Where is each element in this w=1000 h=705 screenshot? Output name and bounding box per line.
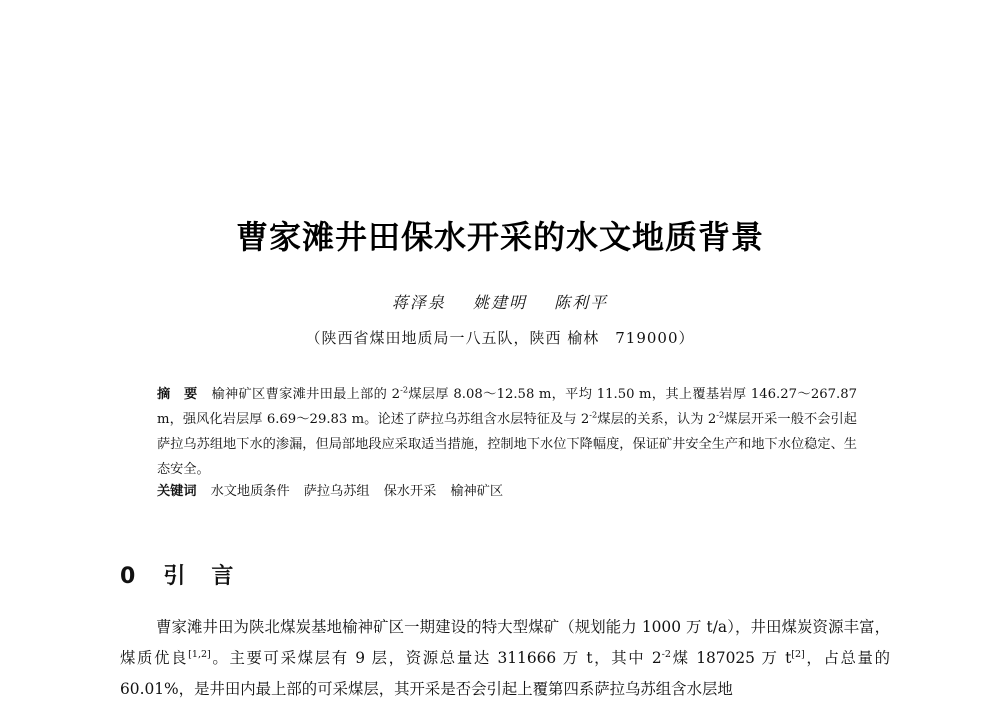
abstract-sup-2: -2	[589, 409, 598, 420]
abstract	[157, 382, 857, 482]
intro-text-2: 。主要可采煤层有 9 层，资源总量达 311666 万 t，其中 2	[210, 649, 662, 667]
paper-title: 曹家滩井田保水开采的水文地质背景	[235, 218, 764, 256]
section-heading	[120, 559, 259, 590]
intro-text-1: 曹家滩井田为陕北煤炭基地榆神矿区一期建设的特大型煤矿（规划能力 1000 万 t/a），井田煤炭资源丰富，煤质优良	[120, 618, 890, 667]
intro-text-4: ，占总量的 60.01%，是井田内最上部的可采煤层，其开采是否会引起上覆第四系萨拉乌苏组含水层地	[120, 649, 890, 698]
section-title: 引言	[163, 564, 260, 589]
keyword-1: 水文地质条件	[210, 484, 290, 499]
keywords-label: 关键词	[157, 484, 197, 499]
author-list	[0, 290, 1000, 313]
intro-paragraph	[120, 612, 890, 705]
keyword-3: 保水开采	[383, 484, 437, 499]
abstract-label: 摘 要	[157, 387, 198, 402]
affiliation: （陕西省煤田地质局一八五队，陕西 榆林 719000）	[305, 329, 695, 347]
citation-1: [1,2]	[188, 648, 211, 660]
keywords	[157, 481, 857, 503]
section-number: 0	[120, 564, 136, 589]
keyword-2: 萨拉乌苏组	[303, 484, 370, 499]
author-2: 姚建明	[472, 293, 527, 312]
intro-sup-1: -2	[661, 648, 671, 660]
author-1: 蒋泽泉	[391, 293, 446, 312]
abstract-text-4: 煤层开采一般不会引起萨拉乌苏组地下水的渗漏，但局部地段应采取适当措施，控制地下水位下降幅度，保证矿井安全生产和地下水位稳定、生态安全。	[157, 412, 857, 477]
citation-2: [2]	[791, 648, 805, 660]
keyword-4: 榆神矿区	[450, 484, 504, 499]
intro-text-3: 煤 187025 万 t	[670, 649, 792, 667]
abstract-sup-1: -2	[400, 384, 409, 395]
abstract-text-2: 煤层厚 8.08～12.58 m，平均 11.50 m，其上覆基岩厚 146.27～267.87 m，强风化岩层厚 6.69～29.83 m。论述了萨拉乌苏组含水层特征及与 2	[157, 387, 858, 427]
author-3: 陈利平	[554, 293, 609, 312]
abstract-sup-3: -2	[716, 409, 725, 420]
abstract-text-1: 榆神矿区曹家滩井田最上部的 2	[211, 387, 401, 402]
abstract-text-3: 煤层的关系，认为 2	[597, 412, 717, 427]
